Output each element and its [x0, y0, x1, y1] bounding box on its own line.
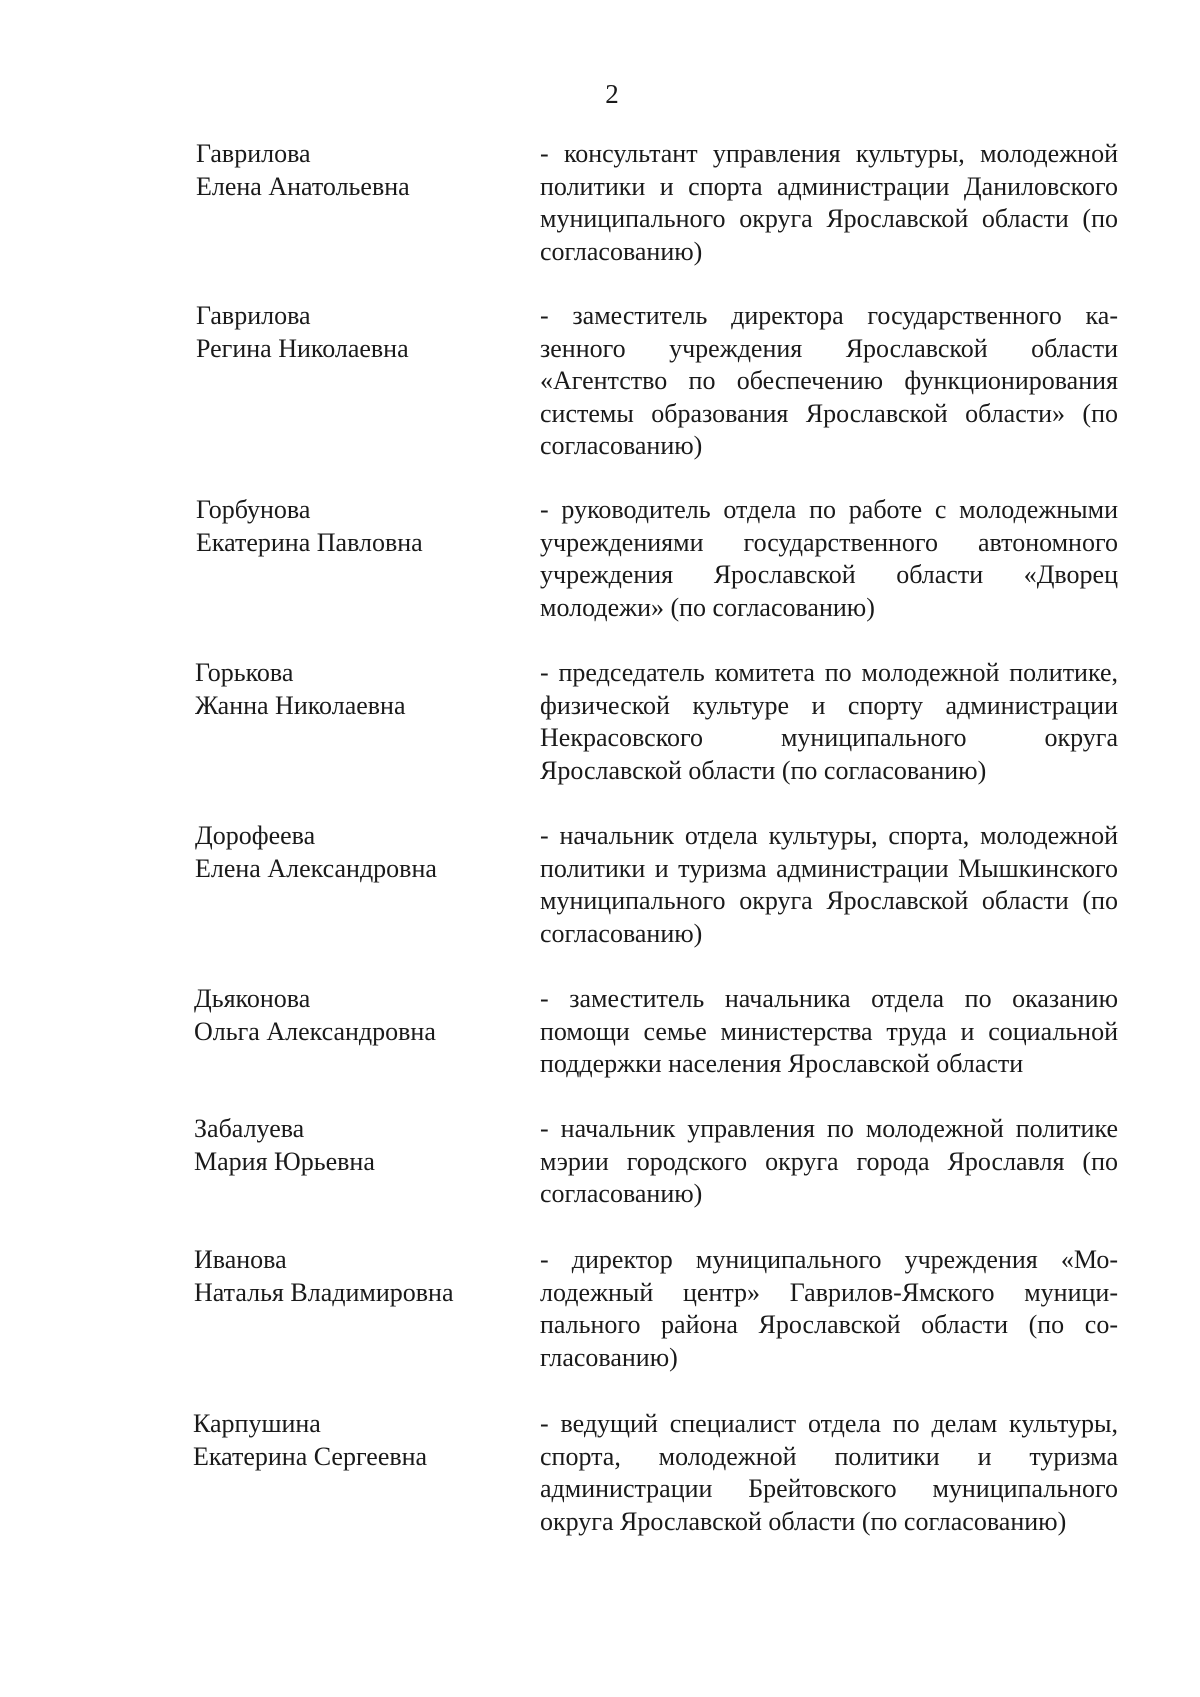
member-given-names: Елена Анатольевна: [196, 171, 410, 201]
member-name: [194, 983, 514, 1048]
member-given-names: Екатерина Сергеевна: [193, 1441, 428, 1471]
member-position: - заместитель начальника отдела по оказанию помощи семье министерства труда и социальной поддержки населения Ярославской области: [540, 984, 1118, 1078]
member-name: [195, 820, 515, 885]
member-surname: Гаврилова: [196, 301, 311, 330]
member-surname: Забалуева: [194, 1114, 305, 1143]
member-given-names: Наталья Владимировна: [194, 1277, 454, 1307]
member-position: - начальник отдела культуры, спорта, молодежной политики и туризма администрации Мышкинского муниципального округа Ярославской области (по согласованию): [540, 821, 1118, 948]
member-given-names: Ольга Александровна: [194, 1016, 436, 1046]
member-surname: Гаврилова: [196, 139, 311, 168]
member-name: [196, 494, 516, 559]
member-name: [196, 138, 516, 203]
member-surname: Карпушина: [193, 1409, 321, 1438]
page-number: 2: [605, 79, 619, 109]
member-surname: Горькова: [195, 658, 294, 687]
member-given-names: Екатерина Павловна: [196, 527, 423, 557]
member-name: [194, 1244, 514, 1309]
member-name: [195, 657, 515, 722]
member-name: [196, 300, 516, 365]
member-name: [193, 1408, 513, 1473]
member-name: [194, 1113, 514, 1178]
member-position: - ведущий специалист отдела по делам культуры, спорта, молодежной политики и туризма администрации Брейтовского муниципального округа Ярославской области (по согласованию): [540, 1409, 1118, 1536]
member-given-names: Елена Александровна: [195, 853, 437, 883]
member-position: - заместитель директора государственного казенного учреждения Ярославской области «Агентство по обеспечению функционирования системы образования Ярославской области» (по согласованию): [540, 301, 1118, 460]
member-surname: Дорофеева: [195, 821, 316, 850]
member-surname: Дьяконова: [194, 984, 311, 1013]
member-given-names: Регина Николаевна: [196, 333, 409, 363]
member-position: - председатель комитета по молодежной политике, физической культуре и спорту администрации Некрасовского муниципального округа Ярославской области (по согласованию): [540, 658, 1118, 785]
member-given-names: Мария Юрьевна: [194, 1146, 375, 1176]
member-position: - начальник управления по молодежной политике мэрии городского округа города Ярославля (по согласованию): [540, 1114, 1118, 1208]
member-surname: Горбунова: [196, 495, 311, 524]
member-position: - руководитель отдела по работе с молодежными учреждениями государственного автономного учреждения Ярославской области «Дворец молодежи» (по согласованию): [540, 495, 1118, 622]
member-position: - директор муниципального учреждения «Молодежный центр» Гаврилов-Ямского муниципального района Ярославской области (по согласованию): [540, 1245, 1118, 1372]
member-position: - консультант управления культуры, молодежной политики и спорта администрации Даниловского муниципального округа Ярославской области (по согласованию): [540, 139, 1118, 266]
member-surname: Иванова: [194, 1245, 287, 1274]
member-given-names: Жанна Николаевна: [195, 690, 406, 720]
